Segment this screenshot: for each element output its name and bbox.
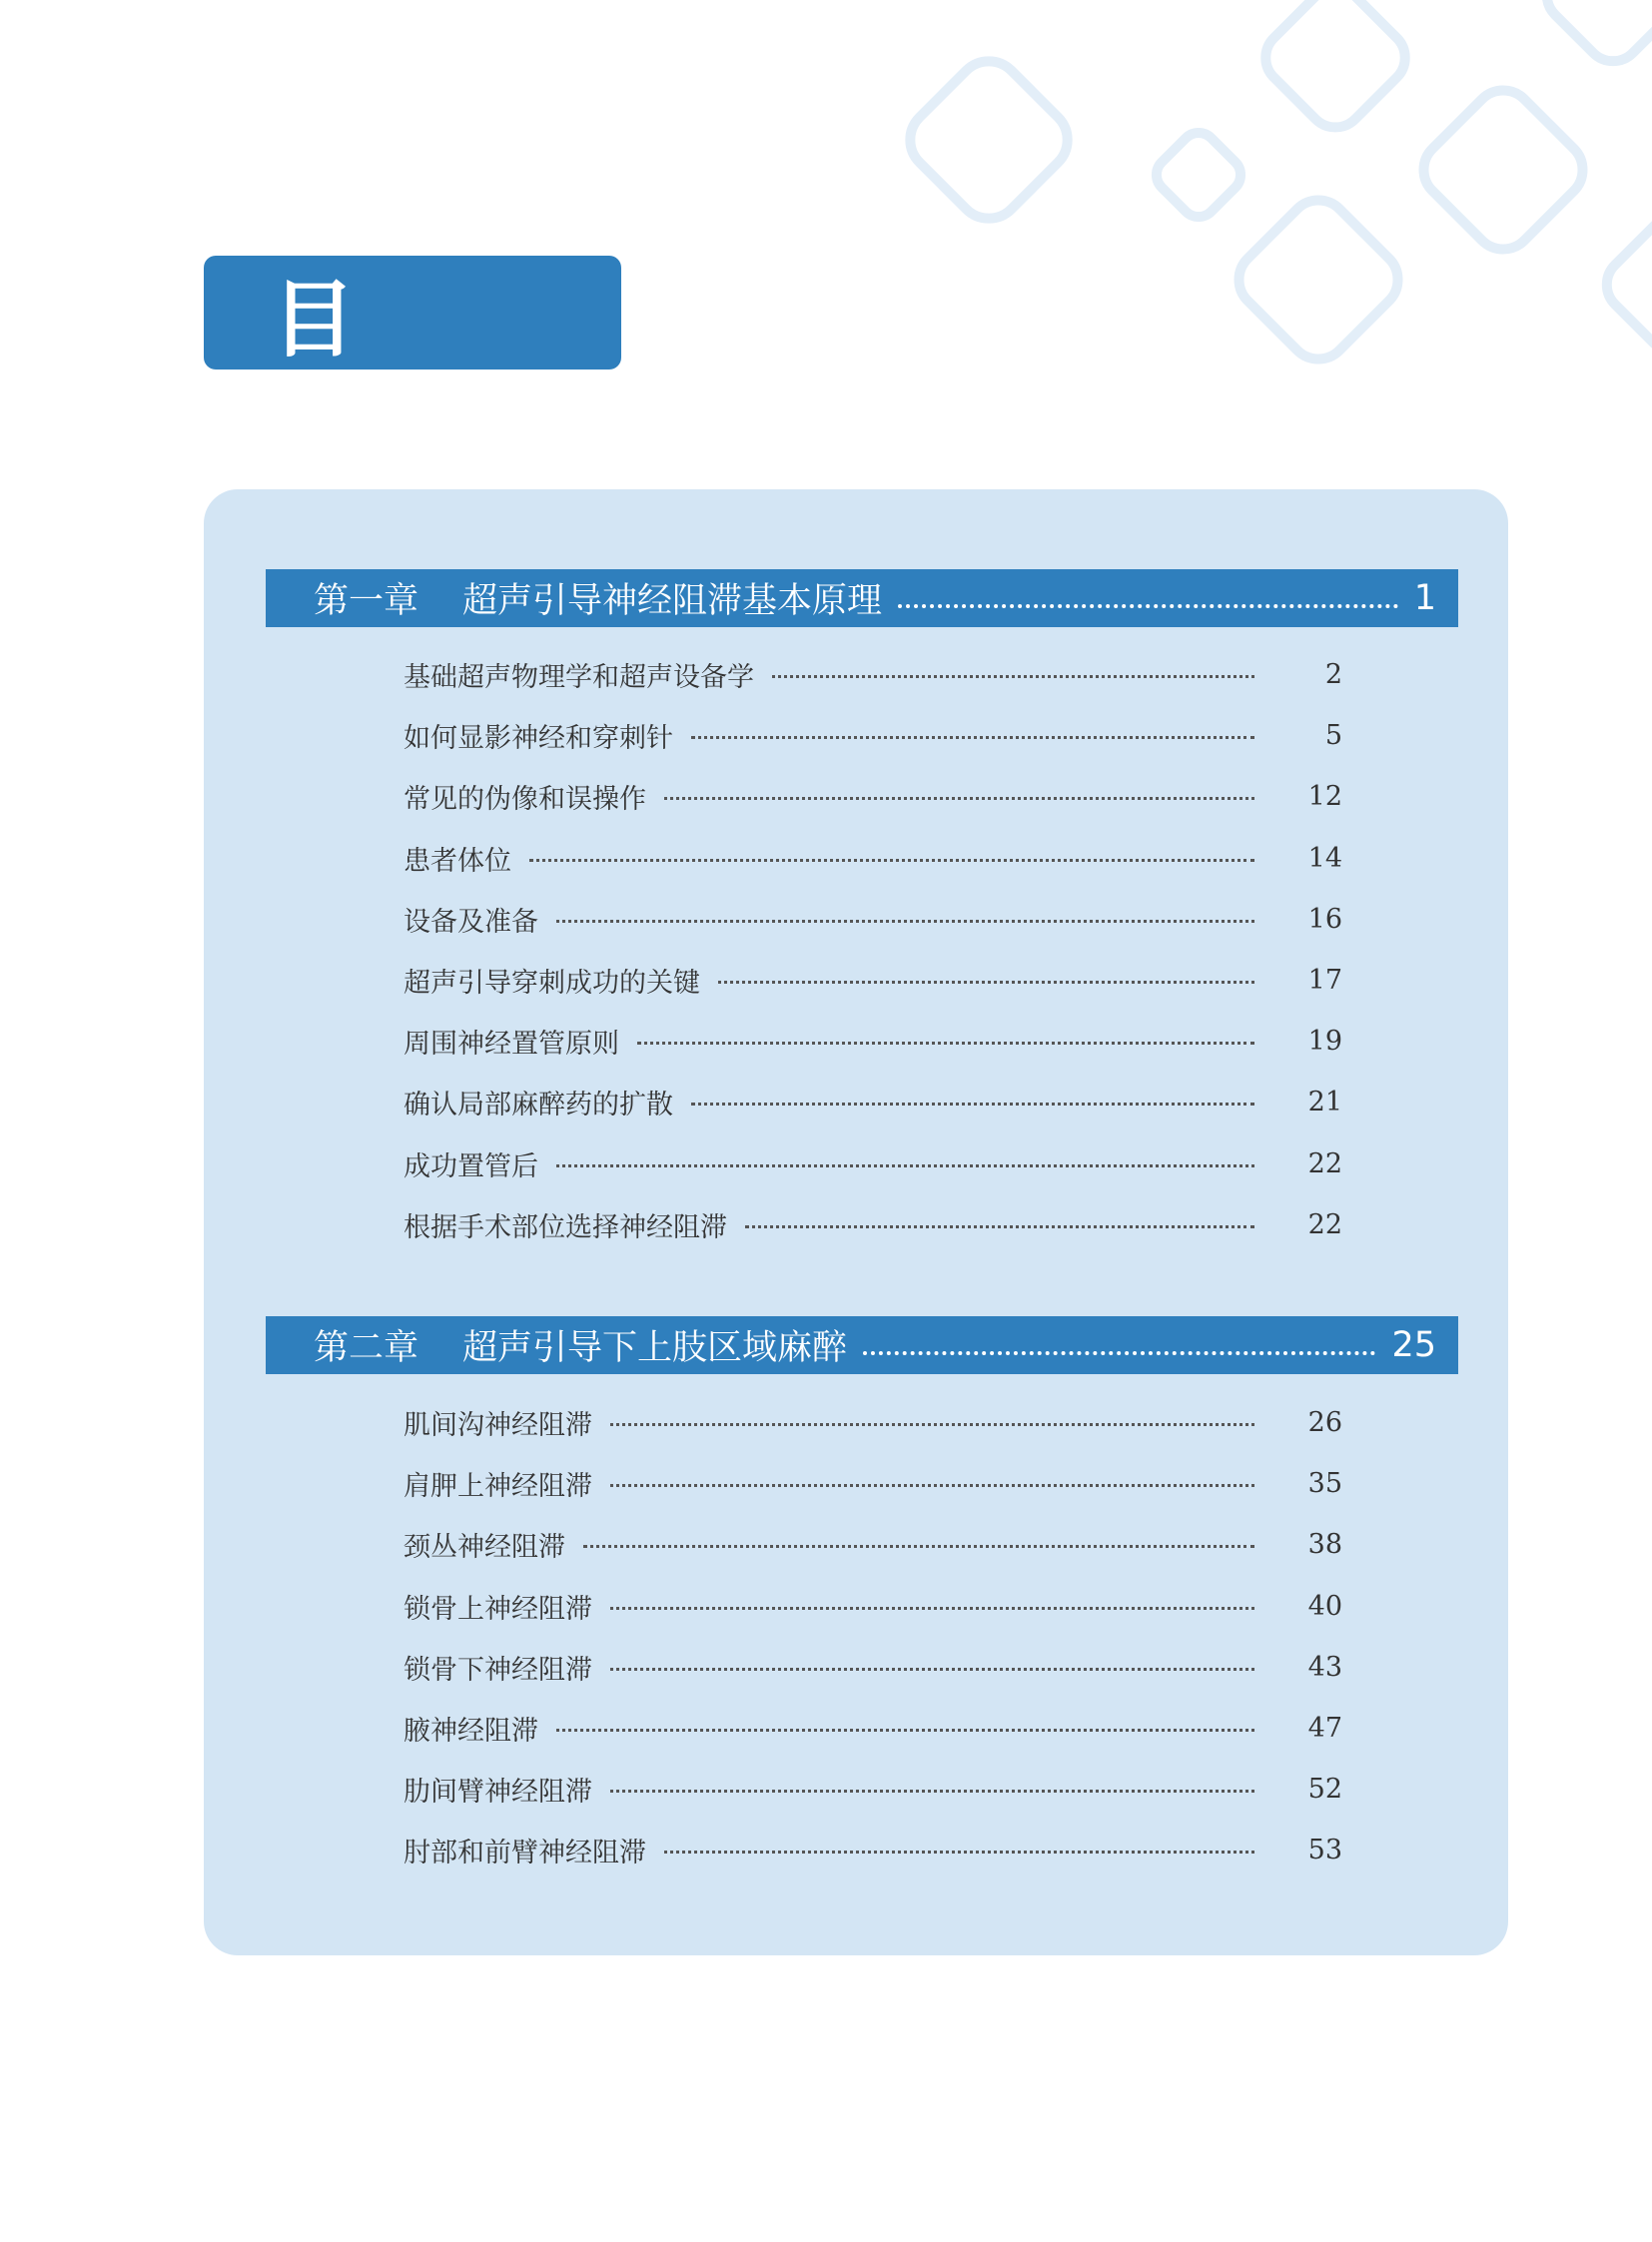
- toc-entry[interactable]: [404, 766, 1342, 827]
- dot-leader: [610, 1607, 1254, 1610]
- chapter-number: 第一章: [314, 581, 419, 621]
- entry-title: 如何显影神经和穿刺针: [404, 723, 673, 755]
- entry-title: 肋间臂神经阻滞: [404, 1777, 592, 1809]
- chapter-2-heading[interactable]: [266, 1316, 1458, 1374]
- toc-entry[interactable]: [404, 644, 1342, 705]
- dot-leader: [610, 1790, 1254, 1793]
- chapter-1-entries: [404, 644, 1342, 1255]
- entry-page-number: 40: [1307, 1590, 1342, 1622]
- toc-entry[interactable]: [404, 1637, 1342, 1698]
- entry-title: 周围神经置管原则: [404, 1029, 619, 1061]
- chapter-title: 超声引导下上肢区域麻醉: [462, 1328, 848, 1368]
- entry-page-number: 35: [1307, 1468, 1342, 1500]
- entry-title: 成功置管后: [404, 1150, 538, 1182]
- dot-leader: [556, 920, 1254, 923]
- entry-page-number: 43: [1307, 1651, 1342, 1683]
- entry-page-number: 16: [1307, 903, 1342, 935]
- dot-leader: [637, 1042, 1254, 1045]
- toc-entry[interactable]: [404, 1453, 1342, 1514]
- entry-page-number: 21: [1307, 1087, 1342, 1119]
- toc-entry[interactable]: [404, 828, 1342, 889]
- chapter-2-entries: [404, 1392, 1342, 1881]
- chapter-title: 超声引导神经阻滞基本原理: [462, 581, 883, 621]
- toc-entry[interactable]: [404, 1576, 1342, 1637]
- entry-title: 锁骨上神经阻滞: [404, 1593, 592, 1625]
- entry-page-number: 53: [1307, 1835, 1342, 1867]
- toc-entry[interactable]: [404, 889, 1342, 950]
- entry-title: 腋神经阻滞: [404, 1716, 538, 1748]
- entry-title: 肩胛上神经阻滞: [404, 1471, 592, 1503]
- dot-leader: [610, 1668, 1254, 1671]
- dot-leader: [745, 1225, 1254, 1228]
- dot-leader: [529, 859, 1254, 862]
- entry-page-number: 14: [1307, 842, 1342, 874]
- entry-title: 锁骨下神经阻滞: [404, 1654, 592, 1686]
- dot-leader: [610, 1484, 1254, 1487]
- entry-title: 肘部和前臂神经阻滞: [404, 1838, 646, 1869]
- entry-page-number: 2: [1324, 659, 1342, 691]
- toc-entry[interactable]: [404, 1514, 1342, 1575]
- chapter-number: 第二章: [314, 1328, 419, 1368]
- entry-page-number: 52: [1307, 1774, 1342, 1806]
- chapter-page-number: 1: [1413, 578, 1436, 618]
- toc-panel: [204, 489, 1508, 1955]
- entry-title: 常见的伪像和误操作: [404, 784, 646, 816]
- entry-page-number: 19: [1307, 1026, 1342, 1058]
- toc-entry[interactable]: [404, 1392, 1342, 1453]
- entry-page-number: 17: [1307, 965, 1342, 997]
- dot-leader: [772, 675, 1254, 678]
- dot-leader: [863, 1351, 1375, 1355]
- toc-entry[interactable]: [404, 1194, 1342, 1255]
- chapter-page-number: 25: [1391, 1325, 1436, 1365]
- dot-leader: [664, 1851, 1254, 1854]
- entry-page-number: 38: [1307, 1529, 1342, 1561]
- dot-leader: [556, 1164, 1254, 1167]
- dot-leader: [664, 797, 1254, 800]
- chapter-1-heading[interactable]: [266, 569, 1458, 627]
- dot-leader: [556, 1729, 1254, 1732]
- entry-page-number: 22: [1307, 1147, 1342, 1179]
- dot-leader: [691, 1103, 1254, 1106]
- entry-title: 基础超声物理学和超声设备学: [404, 662, 754, 694]
- dot-leader: [610, 1423, 1254, 1426]
- entry-title: 确认局部麻醉药的扩散: [404, 1090, 673, 1121]
- entry-page-number: 22: [1307, 1208, 1342, 1240]
- toc-entry[interactable]: [404, 1820, 1342, 1880]
- entry-title: 超声引导穿刺成功的关键: [404, 968, 700, 1000]
- toc-entry[interactable]: [404, 1072, 1342, 1132]
- toc-entry[interactable]: [404, 1011, 1342, 1072]
- entry-title: 颈丛神经阻滞: [404, 1532, 565, 1564]
- toc-entry[interactable]: [404, 1698, 1342, 1759]
- toc-heading: 目 录: [204, 256, 621, 370]
- dot-leader: [898, 604, 1398, 608]
- dot-leader: [718, 981, 1254, 984]
- entry-page-number: 26: [1307, 1407, 1342, 1439]
- entry-page-number: 12: [1307, 781, 1342, 813]
- entry-title: 根据手术部位选择神经阻滞: [404, 1211, 727, 1243]
- entry-title: 设备及准备: [404, 906, 538, 938]
- toc-entry[interactable]: [404, 1759, 1342, 1820]
- entry-title: 患者体位: [404, 845, 511, 877]
- entry-title: 肌间沟神经阻滞: [404, 1410, 592, 1442]
- entry-page-number: 47: [1307, 1713, 1342, 1745]
- toc-entry[interactable]: [404, 950, 1342, 1011]
- dot-leader: [583, 1545, 1254, 1548]
- toc-entry[interactable]: [404, 705, 1342, 766]
- dot-leader: [691, 736, 1254, 739]
- entry-page-number: 5: [1324, 720, 1342, 752]
- toc-entry[interactable]: [404, 1133, 1342, 1194]
